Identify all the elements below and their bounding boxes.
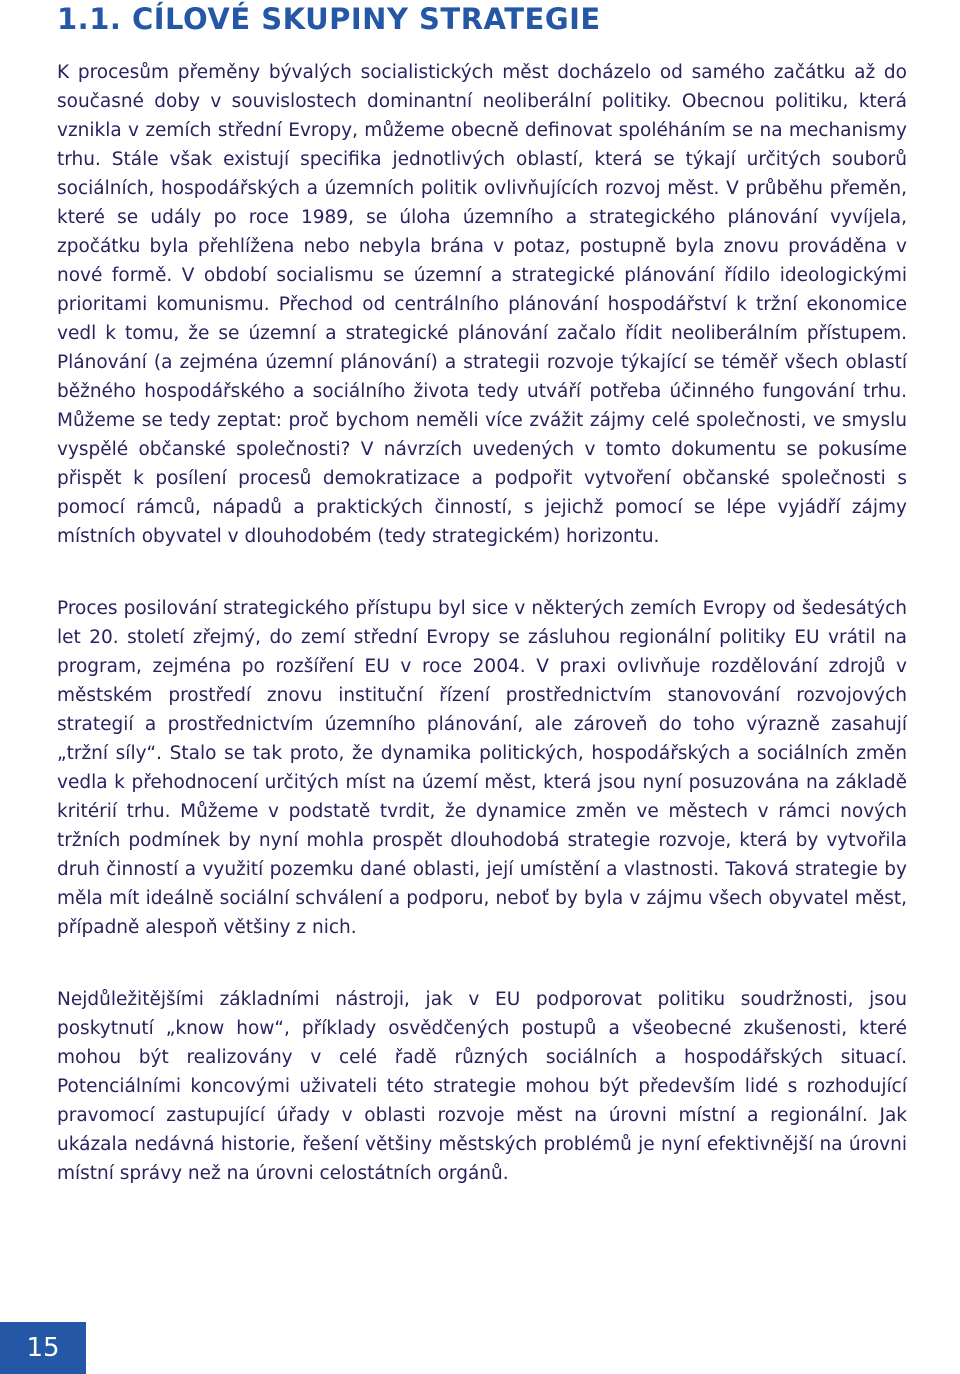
section-heading: 1.1. CÍLOVÉ SKUPINY STRATEGIE	[57, 2, 601, 36]
page-number: 15	[26, 1333, 60, 1363]
paragraph-1: K procesům přeměny bývalých socialistických měst docházelo od samého začátku až do současné doby v souvislostech dominantní neoliberální politiky. Obecnou politiku, která vznikla v zemích střední Evropy, můžeme obecně definovat spoléháním se na mechanismy trhu. Stále však existují specifika jednotlivých oblastí, která se týkají určitých souborů sociálních, hospodářských a územních politik ovlivňujících rozvoj měst. V průběhu přeměn, které se udály po roce 1989, se úloha územního a strategického plánování vyvíjela, zpočátku byla přehlížena nebo nebyla brána v potaz, postupně byla znovu prováděna v nové formě. V období socialismu se územní a strategické plánování řídilo ideologickými prioritami komunismu. Přechod od centrálního plánování hospodářství k tržní ekonomice vedl k tomu, že se územní a strategické plánování začalo řídit neoliberálním přístupem. Plánování (a zejména územní plánování) a strategii rozvoje týkající se téměř všech oblastí běžného hospodářského a sociálního života tedy utváří potřeba účinného fungování trhu. Můžeme se tedy zeptat: proč bychom neměli více zvážit zájmy celé společnosti, ve smyslu vyspělé občanské společnosti? V návrzích uvedených v tomto dokumentu se pokusíme přispět k posílení procesů demokratizace a podpořit vytvoření občanské společnosti s pomocí rámců, nápadů a praktických činností, s jejichž pomocí se lépe vyjádří zájmy místních obyvatel v dlouhodobém (tedy strategickém) horizontu.	[57, 62, 907, 547]
paragraph-3: Nejdůležitějšími základními nástroji, jak v EU podporovat politiku soudržnosti, jsou poskytnutí „know how“, příklady osvědčených postupů a všeobecné zkušenosti, které mohou být realizovány v celé řadě různých sociálních a hospodářských situací. Potenciálními koncovými uživateli této strategie mohou být především lidé s rozhodující pravomocí zastupující úřady v oblasti rozvoje měst na úrovni místní a regionální. Jak ukázala nedávná historie, řešení většiny městských problémů je nyní efektivnější na úrovni místní správy než na úrovni celostátních orgánů.	[57, 989, 907, 1184]
paragraph-2: Proces posilování strategického přístupu byl sice v některých zemích Evropy od šedesátých let 20. století zřejmý, do zemí střední Evropy se zásluhou regionální politiky EU vrátil na program, zejména po rozšíření EU v roce 2004. V praxi ovlivňuje rozdělování zdrojů v městském prostředí znovu instituční řízení prostřednictvím stanovování rozvojových strategií a prostřednictvím územního plánování, ale zároveň do toho výrazně zasahují „tržní síly“. Stalo se tak proto, že dynamika politických, hospodářských a sociálních změn vedla k přehodnocení určitých míst na území měst, která jsou nyní posuzována na základě kritérií trhu. Můžeme v podstatě tvrdit, že dynamice změn ve městech v rámci nových tržních podmínek by nyní mohla prospět dlouhodobá strategie rozvoje, která by vytvořila druh činností a využití pozemku dané oblasti, její umístění a vlastnosti. Taková strategie by měla mít ideálně sociální schválení a podporu, neboť by byla v zájmu všech obyvatel měst, případně alespoň většiny z nich.	[57, 598, 907, 938]
page-number-badge	[0, 1322, 86, 1374]
